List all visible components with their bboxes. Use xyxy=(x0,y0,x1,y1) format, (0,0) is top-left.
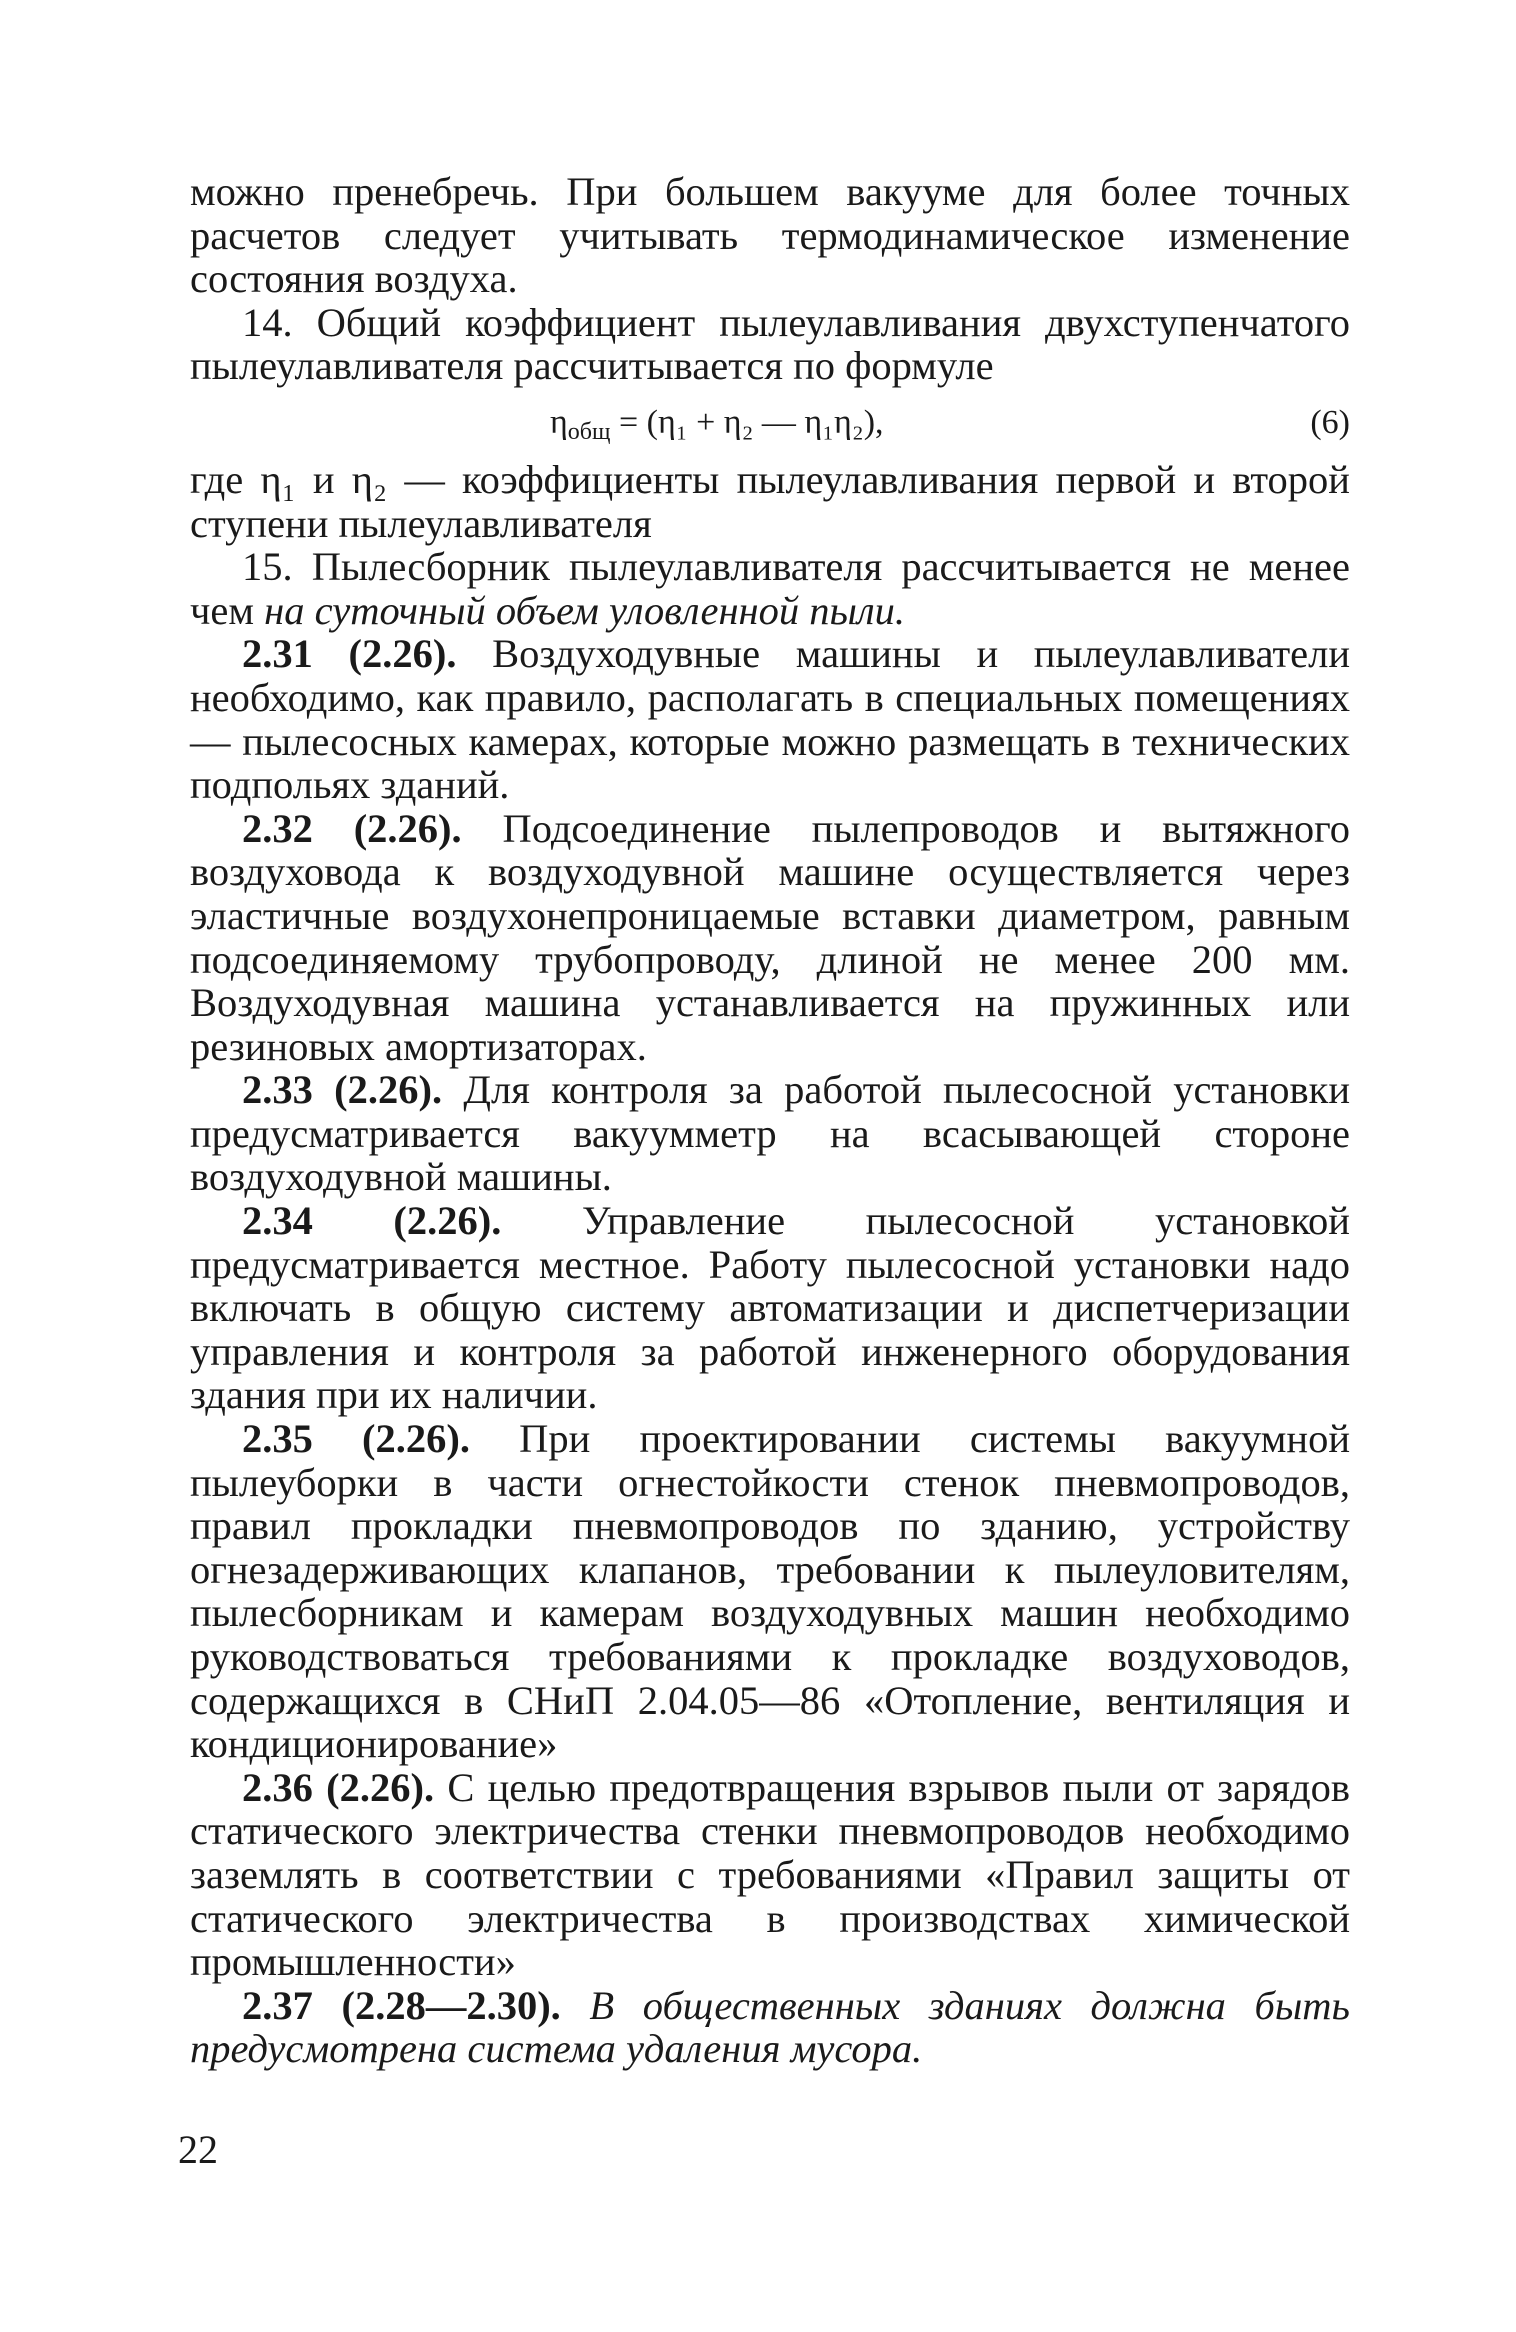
clause-text-2-35: При проектировании системы вакуумной пылеуборки в части огнестойкости стенок пневмопроводов, правил прокладки пневмопроводов по зданию, устройству огнезадерживающих клапанов, требовании к пылеуловителям, пылесборникам и камерам воздуходувных машин необходимо руководствоваться требованиями к прокладке воздуховодов, содержащихся в СНиП 2.04.05—86 «Отопление, вентиляция и кондиционирование» xyxy=(190,1416,1350,1767)
clause-number-2-33: 2.33 (2.26). xyxy=(242,1067,443,1113)
clause-text-2-37: В общественных зданиях должна быть предусмотрена система удаления мусора. xyxy=(190,1982,1350,2072)
paragraph-2-31 xyxy=(190,632,1350,806)
paragraph-15-italic: на суточный объем уловленной пыли. xyxy=(264,587,905,633)
paragraph-continuation: можно пренебречь. При большем вакууме для более точных расчетов следует учитывать термодинамическое изменение состояния воздуха. xyxy=(190,169,1350,302)
page-number: 22 xyxy=(178,2127,218,2172)
formula-rhs: = (η₁ + η₂ — η₁η₂), xyxy=(610,403,884,441)
clause-number-2-35: 2.35 (2.26). xyxy=(242,1416,470,1462)
paragraph-where xyxy=(190,458,1350,545)
clause-text-2-33: Для контроля за работой пылесосной установки предусматривается вакуумметр на всасывающей стороне воздуходувной машины. xyxy=(190,1067,1350,1200)
where-eta2: η₂ xyxy=(351,456,388,502)
clause-number-2-31: 2.31 (2.26). xyxy=(242,631,457,677)
clause-text-2-34: Управление пылесосной установкой предусматривается местное. Работу пылесосной установки надо включать в общую систему автоматизации и диспетчеризации управления и контроля за работой инженерного оборудования здания при их наличии. xyxy=(190,1198,1350,1418)
clause-text-2-32: Подсоединение пылепроводов и вытяжного воздуховода к воздуходувной машине осуществляется через эластичные воздухонепроницаемые вставки диаметром, равным подсоединяемому трубопроводу, длиной не менее 200 мм. Воздуходувная машина устанавливается на пружинных или резиновых амортизаторах. xyxy=(190,805,1350,1069)
formula-lhs-subscript: общ xyxy=(567,418,611,445)
where-prefix: где xyxy=(190,456,261,502)
paragraph-2-32 xyxy=(190,807,1350,1069)
paragraph-2-35 xyxy=(190,1417,1350,1766)
formula-body xyxy=(550,388,884,467)
paragraph-2-36 xyxy=(190,1766,1350,1984)
clause-number-2-32: 2.32 (2.26). xyxy=(242,805,462,851)
paragraph-15 xyxy=(190,545,1350,632)
document-page xyxy=(190,170,1350,2071)
where-eta1: η₁ xyxy=(260,456,296,502)
formula-lhs: η xyxy=(550,403,568,441)
clause-number-2-36: 2.36 (2.26). xyxy=(242,1764,435,1810)
clause-number-2-37: 2.37 (2.28—2.30). xyxy=(242,1982,561,2028)
where-text: — коэффициенты пылеулавливания первой и второй ступени пылеулавливателя xyxy=(190,456,1350,546)
paragraph-2-37 xyxy=(190,1984,1350,2071)
paragraph-2-34 xyxy=(190,1199,1350,1417)
clause-text-2-36: С целью предотвращения взрывов пыли от зарядов статического электричества стенки пневмопроводов необходимо заземлять в соответствии с требованиями «Правил защиты от статического электричества в производствах химической промышленности» xyxy=(190,1764,1350,1985)
formula-number: (6) xyxy=(1310,403,1350,441)
paragraph-2-33 xyxy=(190,1068,1350,1199)
where-and: и xyxy=(295,456,352,502)
formula-6 xyxy=(190,388,1350,458)
paragraph-14: 14. Общий коэффициент пылеулавливания двухступенчатого пылеулавливателя рассчитывается по формуле xyxy=(190,299,1350,389)
clause-number-2-34: 2.34 (2.26). xyxy=(242,1198,502,1244)
clause-text-2-31: Воздуходувные машины и пылеулавливатели необходимо, как правило, располагать в специальных помещениях — пылесосных камерах, которые можно размещать в технических подпольях зданий. xyxy=(190,631,1351,808)
paragraph-15-text: 15. Пылесборник пылеулавливателя рассчитывается не менее чем xyxy=(190,544,1350,633)
